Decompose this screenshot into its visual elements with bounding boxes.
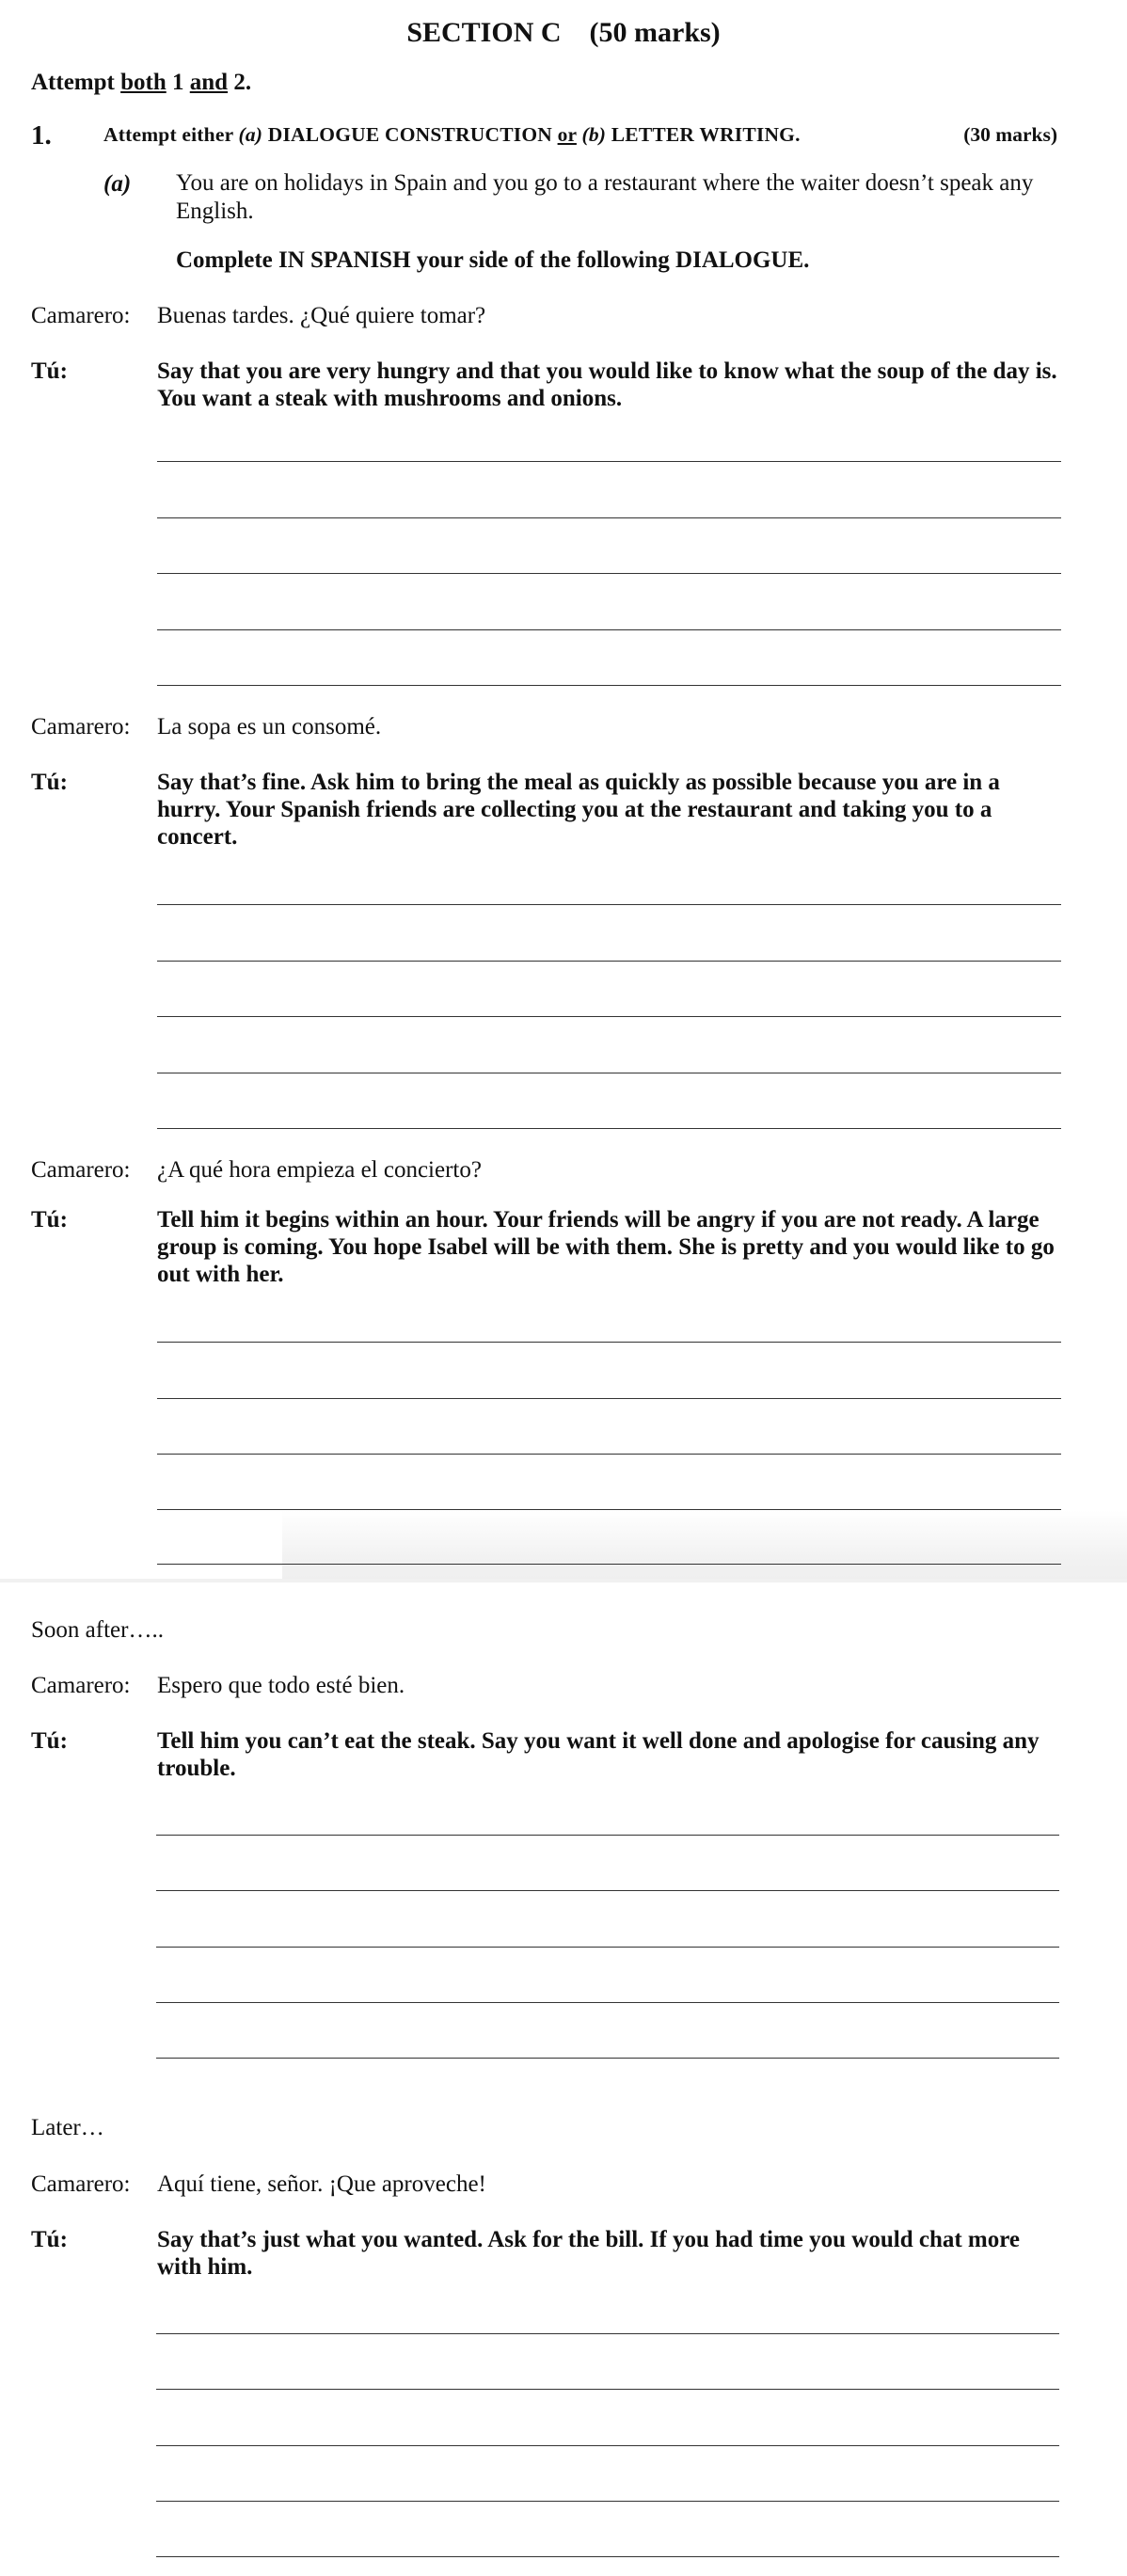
you-label: Tú: bbox=[31, 358, 68, 384]
question-heading bbox=[103, 123, 801, 147]
waiter-label: Camarero: bbox=[31, 1157, 131, 1183]
answer-line[interactable] bbox=[156, 2333, 1059, 2334]
question-number: 1. bbox=[31, 120, 52, 151]
question-or: or bbox=[557, 123, 577, 146]
answer-line[interactable] bbox=[157, 573, 1061, 574]
answer-line[interactable] bbox=[157, 1564, 1061, 1565]
waiter-line: La sopa es un consomé. bbox=[157, 714, 382, 739]
you-task: Say that’s just what you wanted. Ask for the bill. If you had time you would chat more with him. bbox=[157, 2227, 1020, 2280]
answer-line[interactable] bbox=[157, 1016, 1061, 1017]
answer-line[interactable] bbox=[156, 2556, 1059, 2557]
you-task: Say that’s fine. Ask him to bring the meal as quickly as possible because you are in a hurry. Your Spanish friends are collecting you at the restaurant and taking you to a concert. bbox=[157, 770, 1000, 850]
narration-later: Later… bbox=[31, 2115, 104, 2140]
attempt-and: and bbox=[189, 70, 229, 95]
answer-line[interactable] bbox=[157, 629, 1061, 630]
question-letter: LETTER WRITING. bbox=[611, 123, 801, 146]
section-label: SECTION C bbox=[406, 17, 562, 48]
answer-line[interactable] bbox=[156, 2002, 1059, 2003]
waiter-line: Aquí tiene, señor. ¡Que aproveche! bbox=[157, 2171, 486, 2197]
attempt-text: Attempt bbox=[31, 70, 115, 95]
page-shadow bbox=[282, 1510, 1127, 1581]
you-label: Tú: bbox=[31, 1728, 68, 1754]
you-label: Tú: bbox=[31, 2227, 68, 2252]
attempt-one: 1 bbox=[172, 70, 184, 95]
answer-line[interactable] bbox=[157, 685, 1061, 686]
question-attempt-either: Attempt either bbox=[103, 123, 233, 146]
part-a-intro: You are on holidays in Spain and you go to a restaurant where the waiter doesn’t speak any English. bbox=[176, 170, 1034, 224]
question-marks: (30 marks) bbox=[963, 123, 1057, 146]
answer-line[interactable] bbox=[156, 2389, 1059, 2390]
waiter-line: ¿A qué hora empieza el concierto? bbox=[157, 1157, 482, 1183]
answer-line[interactable] bbox=[156, 2445, 1059, 2446]
you-task: Tell him it begins within an hour. Your friends will be angry if you are not ready. A large group is coming. You hope Isabel will be with them. She is pretty and you would like to go out with her. bbox=[157, 1207, 1055, 1287]
answer-line[interactable] bbox=[157, 461, 1061, 462]
answer-line[interactable] bbox=[156, 2058, 1059, 2059]
answer-line[interactable] bbox=[156, 1890, 1059, 1891]
waiter-label: Camarero: bbox=[31, 1673, 131, 1698]
page-break bbox=[0, 1579, 1127, 1582]
question-option-a: (a) bbox=[238, 123, 263, 146]
waiter-label: Camarero: bbox=[31, 2171, 131, 2197]
waiter-line: Buenas tardes. ¿Qué quiere tomar? bbox=[157, 303, 486, 328]
narration-soon-after: Soon after….. bbox=[31, 1617, 164, 1643]
answer-line[interactable] bbox=[156, 1835, 1059, 1836]
attempt-two: 2. bbox=[233, 70, 252, 95]
answer-line[interactable] bbox=[156, 2501, 1059, 2502]
part-a-instruction: Complete IN SPANISH your side of the following DIALOGUE. bbox=[176, 247, 810, 273]
answer-line[interactable] bbox=[157, 961, 1061, 962]
part-a-label: (a) bbox=[103, 171, 132, 197]
section-marks: (50 marks) bbox=[589, 17, 721, 48]
attempt-both: both bbox=[120, 70, 167, 95]
answer-line[interactable] bbox=[157, 904, 1061, 905]
answer-line[interactable] bbox=[157, 1398, 1061, 1399]
attempt-instruction bbox=[31, 70, 251, 96]
section-title bbox=[0, 17, 1127, 49]
question-dialogue: DIALOGUE CONSTRUCTION bbox=[267, 123, 553, 146]
you-label: Tú: bbox=[31, 1207, 68, 1232]
you-task: Tell him you can’t eat the steak. Say you want it well done and apologise for causing any trouble. bbox=[157, 1728, 1040, 1781]
waiter-label: Camarero: bbox=[31, 303, 131, 328]
you-label: Tú: bbox=[31, 770, 68, 795]
answer-line[interactable] bbox=[157, 1342, 1061, 1343]
waiter-label: Camarero: bbox=[31, 714, 131, 739]
question-option-b: (b) bbox=[581, 123, 607, 146]
waiter-line: Espero que todo esté bien. bbox=[157, 1673, 405, 1698]
answer-line[interactable] bbox=[157, 1128, 1061, 1129]
answer-line[interactable] bbox=[156, 1947, 1059, 1948]
answer-line[interactable] bbox=[157, 1454, 1061, 1455]
answer-line[interactable] bbox=[157, 517, 1061, 518]
you-task: Say that you are very hungry and that you would like to know what the soup of the day is. You want a steak with mushrooms and onions. bbox=[157, 358, 1057, 411]
